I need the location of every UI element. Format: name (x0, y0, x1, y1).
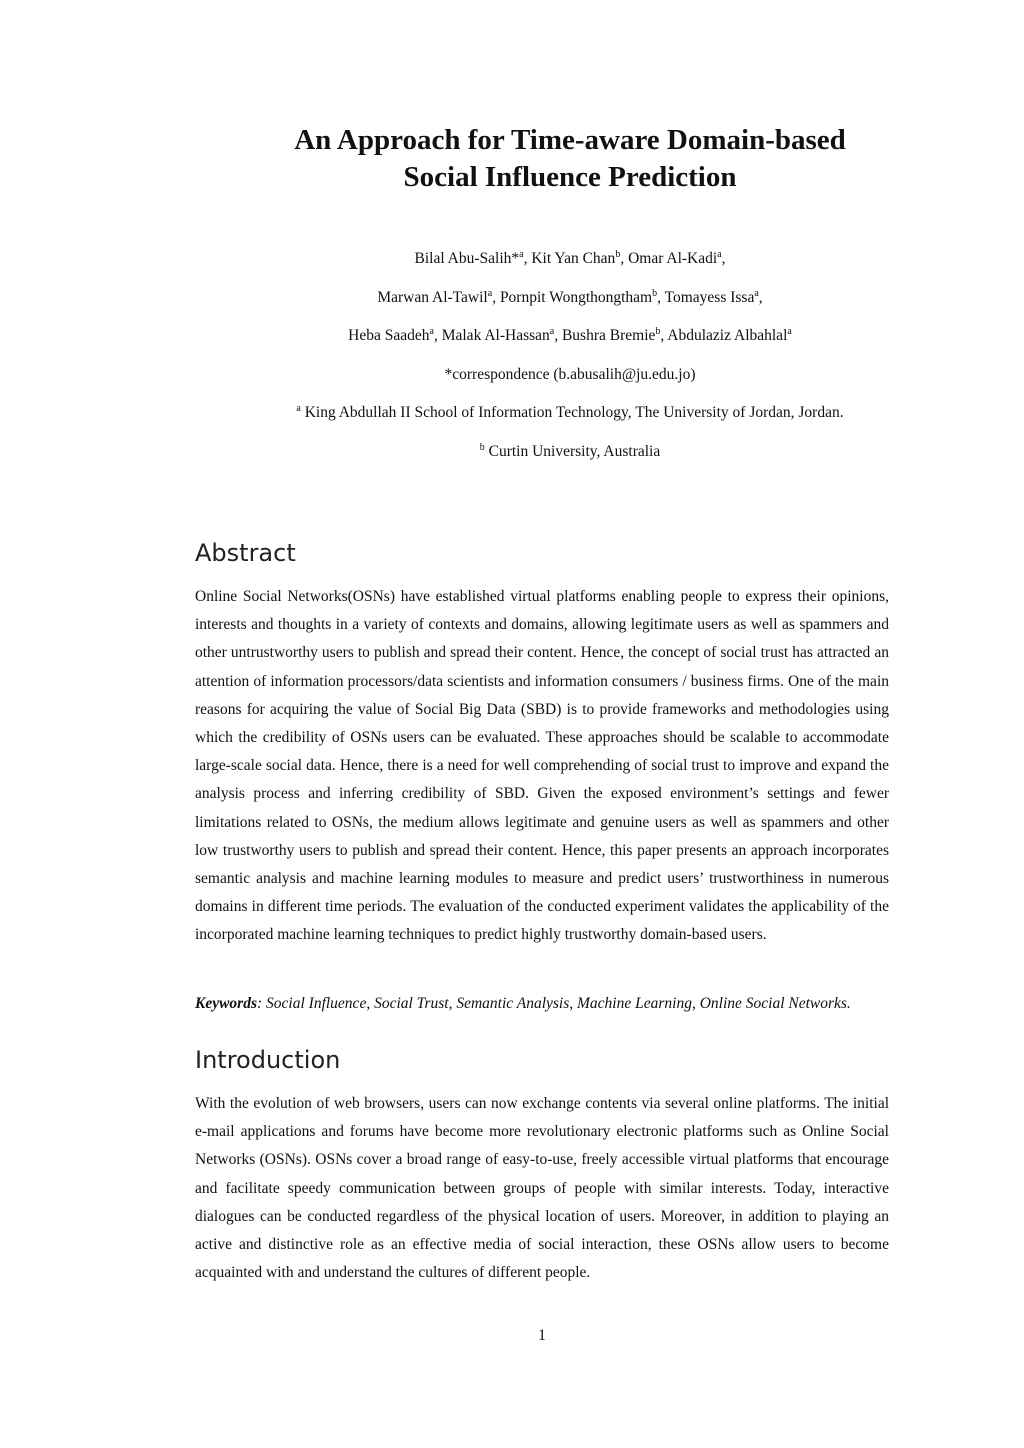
introduction-heading: Introduction (195, 1046, 341, 1074)
affiliation-mark: a (296, 402, 301, 414)
affiliation-b (0, 442, 1024, 462)
title-line-1: An Approach for Time-aware Domain-based (294, 124, 846, 156)
author-name: , Abdulaziz Albahlal (660, 327, 788, 344)
author-name: , Bushra Bremie (554, 327, 656, 344)
author-line-2 (0, 288, 1024, 308)
author-affiliation-mark: a (549, 325, 555, 337)
author-affiliation-mark: b (655, 325, 661, 337)
author-affiliation-mark: b (615, 248, 621, 260)
paper-title (0, 122, 1024, 196)
author-line-3 (0, 326, 1024, 346)
abstract-body: Online Social Networks(OSNs) have established virtual platforms enabling people to express their opinions, interests and thoughts in a variety of contexts and domains, allowing legitimate users as well as spammers and other untrustworthy users to publish and spread their content. Hence, the concept of social trust has attracted an attention of information processors/data scientists and information consumers / business firms. One of the main reasons for acquiring the value of Social Big Data (SBD) is to provide frameworks and methodologies using which the credibility of OSNs users can be evaluated. These approaches should be scalable to accommodate large-scale social data. Hence, there is a need for well comprehending of social trust to improve and expand the analysis process and inferring credibility of SBD. Given the exposed environment’s settings and fewer limitations related to OSNs, the medium allows legitimate and genuine users as well as spammers and other low trustworthy users to publish and spread their content. Hence, this paper presents an approach incorporates semantic analysis and machine learning modules to measure and predict users’ trustworthiness in numerous domains in different time periods. The evaluation of the conducted experiment validates the applicability of the incorporated machine learning techniques to predict highly trustworthy domain-based users. (195, 588, 889, 944)
author-affiliation-mark: a (519, 248, 524, 260)
author-name: , Pornpit Wongthongtham (492, 289, 653, 306)
keywords-label: Keywords (195, 995, 257, 1012)
author-name: Bilal Abu-Salih* (414, 250, 520, 267)
author-affiliation-mark: b (652, 287, 658, 299)
affiliation-mark: b (479, 441, 485, 453)
keywords-line (195, 993, 895, 1015)
introduction-body: With the evolution of web browsers, users can now exchange contents via several online platforms. The initial e-mail applications and forums have become more revolutionary electronic platforms such as Online Social Networks (OSNs). OSNs cover a broad range of easy-to-use, freely accessible virtual platforms that encourage and facilitate speedy communication between groups of people with similar interests. Today, interactive dialogues can be conducted regardless of the physical location of users. Moreover, in addition to playing an active and distinctive role as an effective media of social interaction, these OSNs allow users to become acquainted with and understand the cultures of different people. (195, 1095, 889, 1282)
author-affiliation-mark: a (754, 287, 759, 299)
author-name: , Tomayess Issa (657, 289, 755, 306)
author-affiliation-mark: a (717, 248, 722, 260)
correspondence-line: *correspondence (b.abusalih@ju.edu.jo) (444, 366, 696, 383)
author-affiliation-mark: a (429, 325, 434, 337)
affiliation-a (0, 403, 1024, 423)
title-line-2: Social Influence Prediction (403, 161, 737, 193)
abstract-heading: Abstract (195, 539, 296, 567)
author-separator: , (721, 250, 726, 267)
keywords-text: : Social Influence, Social Trust, Semantic Analysis, Machine Learning, Online Social Networks. (257, 995, 851, 1012)
author-affiliation-mark: a (487, 287, 493, 299)
author-separator: , (758, 289, 763, 306)
author-name: Marwan Al-Tawil (377, 289, 488, 306)
author-name: Heba Saadeh (348, 327, 430, 344)
author-line-1 (0, 249, 1024, 269)
author-name: , Malak Al-Hassan (433, 327, 550, 344)
affiliation-text: King Abdullah II School of Information Technology, The University of Jordan, Jordan. (300, 404, 844, 421)
author-name: , Omar Al-Kadi (620, 250, 718, 267)
author-name: , Kit Yan Chan (523, 250, 616, 267)
affiliation-text: Curtin University, Australia (484, 443, 661, 460)
page-number: 1 (538, 1327, 546, 1344)
author-affiliation-mark: a (787, 325, 792, 337)
